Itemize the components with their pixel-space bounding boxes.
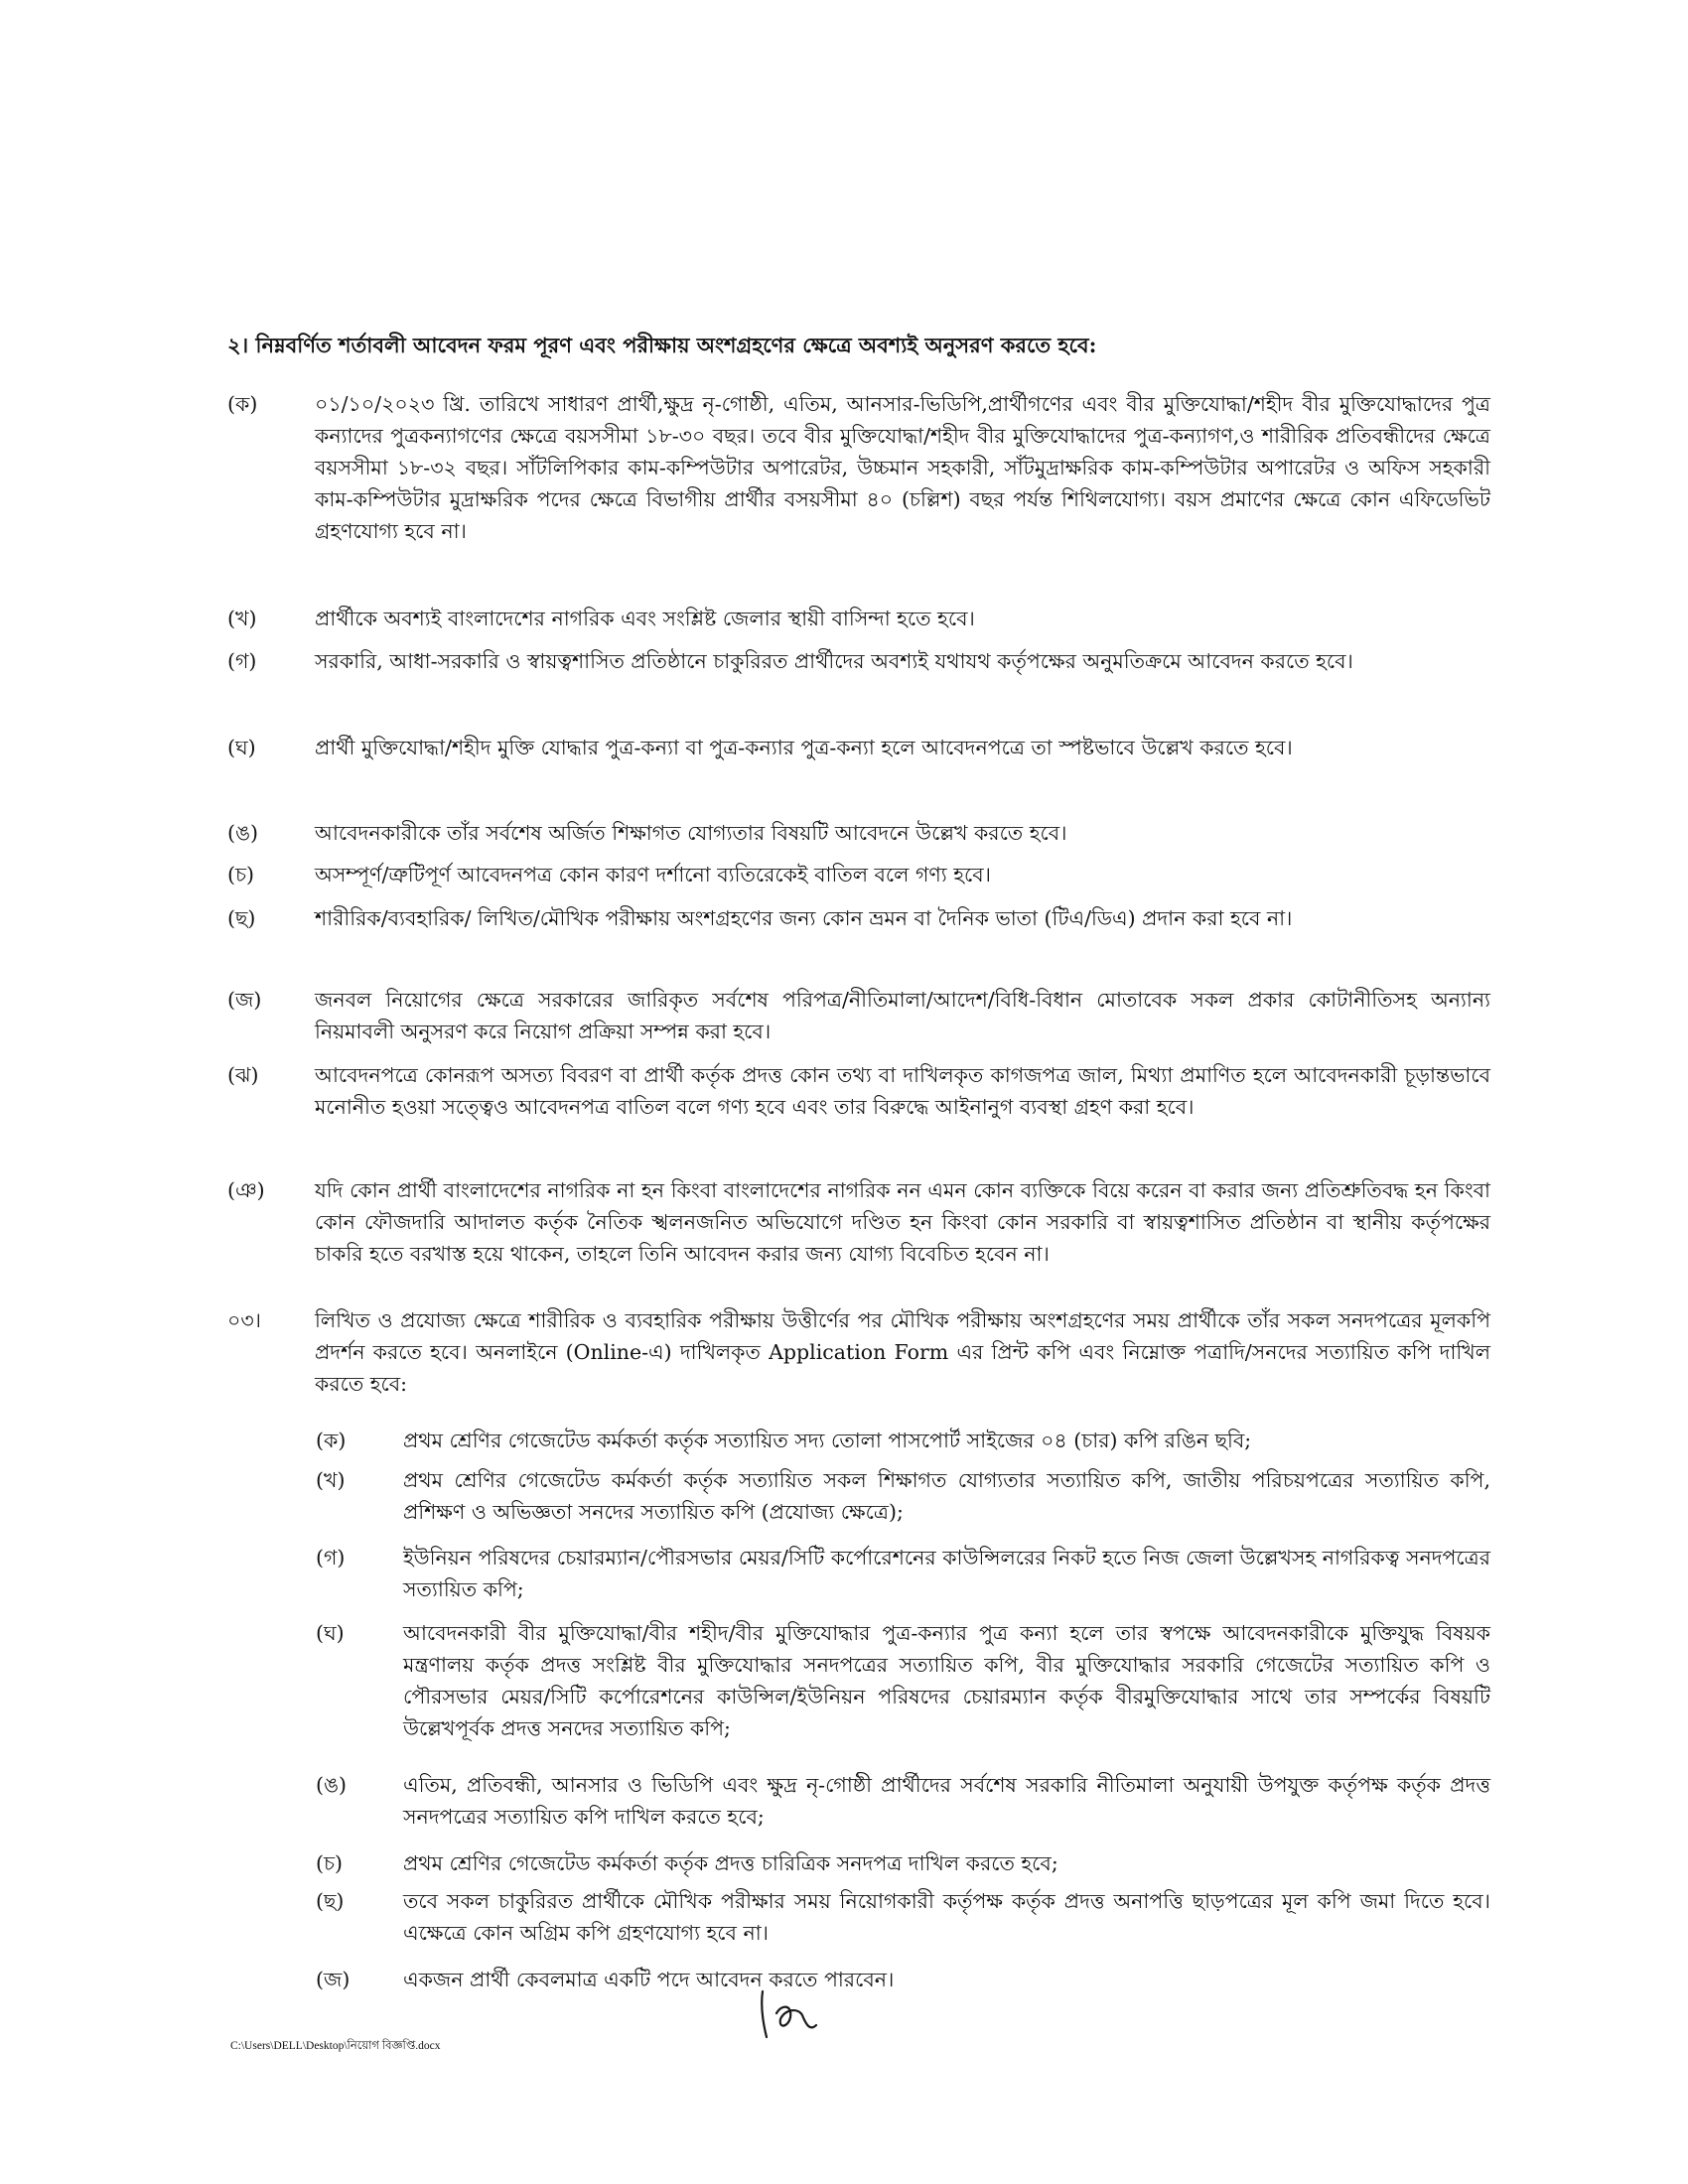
document-item-label: (ঘ) xyxy=(316,1621,345,1645)
document-item-text: এতিম, প্রতিবন্ধী, আনসার ও ভিডিপি এবং ক্ষুদ্র নৃ-গোষ্ঠী প্রার্থীদের সর্বশেষ সরকারি নীতিমালা অনুযায়ী উপযুক্ত কর্তৃপক্ষ কর্তৃক প্রদত্ত সনদপত্রের সত্যায়িত কপি দাখিল করতে হবে; xyxy=(403,1773,1490,1829)
condition-text: প্রার্থীকে অবশ্যই বাংলাদেশের নাগরিক এবং সংশ্লিষ্ট জেলার স্থায়ী বাসিন্দা হতে হবে। xyxy=(315,607,975,630)
document-item-text: ইউনিয়ন পরিষদের চেয়ারম্যান/পৌরসভার মেয়র/সিটি কর্পোরেশনের কাউন্সিলরের নিকট হতে নিজ জেলা উল্লেখসহ নাগরিকত্ব সনদপত্রের সত্যায়িত কপি; xyxy=(403,1546,1490,1601)
condition-text: যদি কোন প্রার্থী বাংলাদেশের নাগরিক না হন কিংবা বাংলাদেশের নাগরিক নন এমন কোন ব্যক্তিকে বিয়ে করেন বা করার জন্য প্রতিশ্রুতিবদ্ধ হন কিংবা কোন ফৌজদারি আদালত কর্তৃক নৈতিক স্খলনজনিত অভিযোগে দণ্ডিত হন কিংবা কোন সরকারি বা স্বায়ত্বশাসিত প্রতিষ্ঠান বা স্থানীয় কর্তৃপক্ষের চাকরি হতে বরখাস্ত হয়ে থাকেন, তাহলে তিনি আবেদন করার জন্য যোগ্য বিবেচিত হবেন না। xyxy=(315,1178,1490,1266)
condition-ka xyxy=(227,388,1490,547)
section-3-label: ০৩। xyxy=(227,1308,261,1332)
condition-umo xyxy=(227,817,1490,849)
document-item-umo xyxy=(316,1769,1490,1833)
document-item-gha xyxy=(316,1617,1490,1776)
document-item-label: (চ) xyxy=(316,1851,344,1875)
document-item-label: (গ) xyxy=(316,1546,346,1570)
section-3 xyxy=(227,1304,1490,1400)
condition-chha xyxy=(227,902,1490,966)
condition-label: (ঞ) xyxy=(227,1178,265,1202)
document-item-text: একজন প্রার্থী কেবলমাত্র একটি পদে আবেদন করতে পারবেন। xyxy=(403,1968,895,1991)
condition-label: (ঝ) xyxy=(227,1063,259,1087)
condition-text: প্রার্থী মুক্তিযোদ্ধা/শহীদ মুক্তি যোদ্ধার পুত্র-কন্যা বা পুত্র-কন্যার পুত্র-কন্যা হলে আবেদনপত্রে তা স্পষ্টভাবে উল্লেখ করতে হবে। xyxy=(315,736,1293,759)
document-item-text: প্রথম শ্রেণির গেজেটেড কর্মকর্তা কর্তৃক প্রদত্ত চারিত্রিক সনদপত্র দাখিল করতে হবে; xyxy=(403,1851,1058,1875)
condition-text: শারীরিক/ব্যবহারিক/ লিখিত/মৌখিক পরীক্ষায় অংশগ্রহণের জন্য কোন ভ্রমন বা দৈনিক ভাতা (টিএ/ডিএ) প্রদান করা হবে না। xyxy=(315,906,1293,930)
condition-label: (ঙ) xyxy=(227,821,259,845)
handwritten-page-mark xyxy=(755,1985,824,2045)
condition-text: অসম্পূর্ণ/ত্রুটিপূর্ণ আবেদনপত্র কোন কারণ দর্শানো ব্যতিরেকেই বাতিল বলে গণ্য হবে। xyxy=(315,863,991,887)
document-item-ja xyxy=(316,1964,1490,1995)
condition-label: (ক) xyxy=(227,392,258,416)
document-item-ga xyxy=(316,1542,1490,1605)
condition-ga xyxy=(227,645,1490,709)
condition-label: (খ) xyxy=(227,607,257,630)
document-item-label: (জ) xyxy=(316,1968,351,1991)
document-item-label: (ক) xyxy=(316,1429,347,1452)
document-item-label: (ঙ) xyxy=(316,1773,348,1797)
section-3-text: লিখিত ও প্রযোজ্য ক্ষেত্রে শারীরিক ও ব্যবহারিক পরীক্ষায় উত্তীর্ণের পর মৌখিক পরীক্ষায় অংশগ্রহণের সময় প্রার্থীকে তাঁর সকল সনদপত্রের মূলকপি প্রদর্শন করতে হবে। অনলাইনে (Online-এ) দাখিলকৃত Application Form এর প্রিন্ট কপি এবং নিম্নোক্ত পত্রাদি/সনদের সত্যায়িত কপি দাখিল করতে হবে: xyxy=(315,1308,1490,1396)
document-item-label: (ছ) xyxy=(316,1889,345,1913)
document-item-text: প্রথম শ্রেণির গেজেটেড কর্মকর্তা কর্তৃক সত্যায়িত সদ্য তোলা পাসপোর্ট সাইজের ০৪ (চার) কপি রঙিন ছবি; xyxy=(403,1429,1252,1452)
condition-nya xyxy=(227,1174,1490,1301)
condition-text: সরকারি, আধা-সরকারি ও স্বায়ত্বশাসিত প্রতিষ্ঠানে চাকুরিরত প্রার্থীদের অবশ্যই যথাযথ কর্তৃপক্ষের অনুমতিক্রমে আবেদন করতে হবে। xyxy=(315,649,1353,673)
document-item-label: (খ) xyxy=(316,1468,346,1492)
condition-text: আবেদনকারীকে তাঁর সর্বশেষ অর্জিত শিক্ষাগত যোগ্যতার বিষয়টি আবেদনে উল্লেখ করতে হবে। xyxy=(315,821,1067,845)
condition-text: ০১/১০/২০২৩ খ্রি. তারিখে সাধারণ প্রার্থী,ক্ষুদ্র নৃ-গোষ্ঠী, এতিম, আনসার-ভিডিপি,প্রার্থীগণের এবং বীর মুক্তিযোদ্ধা/শহীদ বীর মুক্তিযোদ্ধাদের পুত্র কন্যাদের পুত্রকন্যাগণের ক্ষেত্রে বয়সসীমা ১৮-৩০ বছর। তবে বীর মুক্তিযোদ্ধা/শহীদ বীর মুক্তিযোদ্ধাদের পুত্র-কন্যাগণ,ও শারীরিক প্রতিবন্ধীদের ক্ষেত্রে বয়সসীমা ১৮-৩২ বছর। সাঁটলিপিকার কাম-কম্পিউটার অপারেটর, উচ্চমান সহকারী, সাঁটমুদ্রাক্ষরিক কাম-কম্পিউটার অপারেটর ও অফিস সহকারী কাম-কম্পিউটার মুদ্রাক্ষরিক পদের ক্ষেত্রে বিভাগীয় প্রার্থীর বসয়সীমা ৪০ (চল্লিশ) বছর পর্যন্ত শিথিলযোগ্য। বয়স প্রমাণের ক্ষেত্রে কোন এফিডেভিট গ্রহণযোগ্য হবে না। xyxy=(315,392,1490,543)
condition-ja xyxy=(227,984,1490,1047)
document-item-chha xyxy=(316,1885,1490,1949)
condition-label: (ঘ) xyxy=(227,736,256,759)
condition-label: (জ) xyxy=(227,988,262,1012)
document-item-cha xyxy=(316,1847,1490,1879)
condition-text: আবেদনপত্রে কোনরূপ অসত্য বিবরণ বা প্রার্থী কর্তৃক প্রদত্ত কোন তথ্য বা দাখিলকৃত কাগজপত্র জাল, মিথ্যা প্রমাণিত হলে আবেদনকারী চূড়ান্তভাবে মনোনীত হওয়া সত্ত্বেও আবেদনপত্র বাতিল বলে গণ্য হবে এবং তার বিরুদ্ধে আইনানুগ ব্যবস্থা গ্রহণ করা হবে। xyxy=(315,1063,1490,1119)
document-item-text: তবে সকল চাকুরিরত প্রার্থীকে মৌখিক পরীক্ষার সময় নিয়োগকারী কর্তৃপক্ষ কর্তৃক প্রদত্ত অনাপত্তি ছাড়পত্রের মূল কপি জমা দিতে হবে। এক্ষেত্রে কোন অগ্রিম কপি গ্রহণযোগ্য হবে না। xyxy=(403,1889,1490,1945)
condition-jha xyxy=(227,1059,1490,1155)
document-item-text: আবেদনকারী বীর মুক্তিযোদ্ধা/বীর শহীদ/বীর মুক্তিযোদ্ধার পুত্র-কন্যার পুত্র কন্যা হলে তার স্বপক্ষে আবেদনকারীকে মুক্তিযুদ্ধ বিষয়ক মন্ত্রণালয় কর্তৃক প্রদত্ত সংশ্লিষ্ট বীর মুক্তিযোদ্ধার সনদপত্রের সত্যায়িত কপি, বীর মুক্তিযোদ্ধার সরকারি গেজেটের সত্যায়িত কপি ও পৌরসভার মেয়র/সিটি কর্পোরেশনের কাউন্সিল/ইউনিয়ন পরিষদের চেয়ারম্যান কর্তৃক বীরমুক্তিযোদ্ধার সাথে তার সম্পর্কের বিষয়টি উল্লেখপূর্বক প্রদত্ত সনদের সত্যায়িত কপি; xyxy=(403,1621,1490,1740)
condition-gha xyxy=(227,732,1490,795)
condition-label: (চ) xyxy=(227,863,255,887)
condition-label: (ছ) xyxy=(227,906,256,930)
file-path-footer: C:\Users\DELL\Desktop\নিয়োগ বিজ্ঞপ্তি.docx xyxy=(230,2040,441,2052)
condition-cha xyxy=(227,859,1490,890)
section-2-heading: ২। নিম্নবর্ণিত শর্তাবলী আবেদন ফরম পূরণ এবং পরীক্ষায় অংশগ্রহণের ক্ষেত্রে অবশ্যই অনুসরণ করতে হবে: xyxy=(227,333,1097,357)
condition-label: (গ) xyxy=(227,649,257,673)
condition-kha xyxy=(227,603,1490,634)
condition-text: জনবল নিয়োগের ক্ষেত্রে সরকারের জারিকৃত সর্বশেষ পরিপত্র/নীতিমালা/আদেশ/বিধি-বিধান মোতাবেক সকল প্রকার কোটানীতিসহ অন্যান্য নিয়মাবলী অনুসরণ করে নিয়োগ প্রক্রিয়া সম্পন্ন করা হবে। xyxy=(315,988,1490,1043)
document-item-ka xyxy=(316,1425,1490,1456)
document-item-text: প্রথম শ্রেণির গেজেটেড কর্মকর্তা কর্তৃক সত্যায়িত সকল শিক্ষাগত যোগ্যতার সত্যায়িত কপি, জাতীয় পরিচয়পত্রের সত্যায়িত কপি, প্রশিক্ষণ ও অভিজ্ঞতা সনদের সত্যায়িত কপি (প্রযোজ্য ক্ষেত্রে); xyxy=(403,1468,1490,1524)
